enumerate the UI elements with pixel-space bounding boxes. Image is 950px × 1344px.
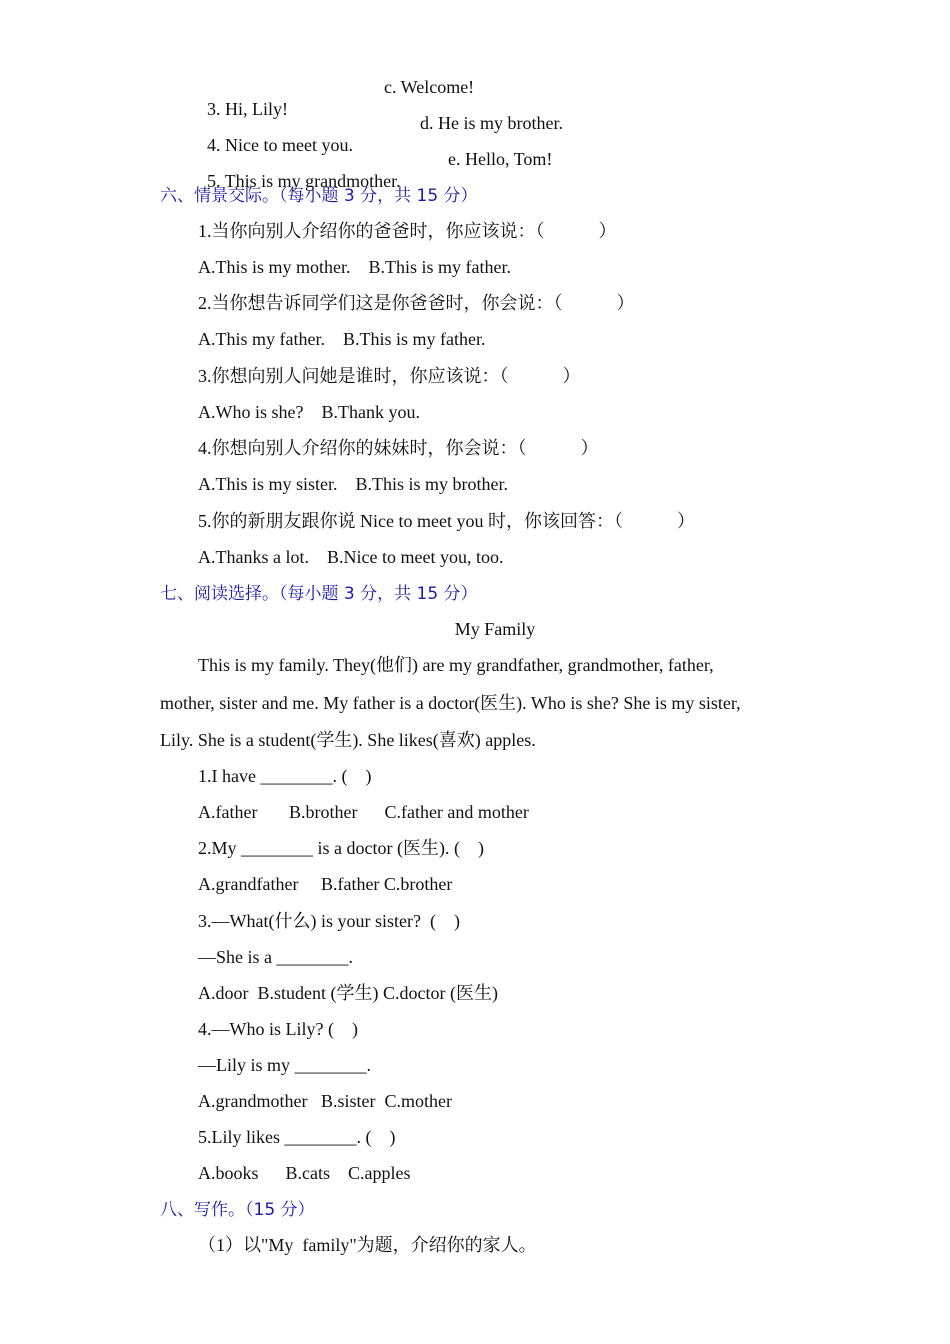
match-right-4: d. He is my brother. [420, 113, 563, 133]
s7-question-3: 3.—What(什么) is your sister? ( ) [198, 911, 460, 931]
s6-question-1: 1.当你向别人介绍你的爸爸时，你应该说：（ ） [198, 221, 617, 241]
section-7-title: 七、阅读选择。（每小题 3 分，共 15 分） [160, 584, 478, 604]
s6-question-2: 2.当你想告诉同学们这是你爸爸时，你会说：（ ） [198, 293, 635, 313]
s7-options-1: A.father B.brother C.father and mother [198, 802, 529, 822]
passage-line-2: mother, sister and me. My father is a doctor(医生). Who is she? She is my sister, [160, 693, 741, 713]
s6-options-1: A.This is my mother. B.This is my father. [198, 257, 511, 277]
s7-question-3-answer-line: —She is a ________. [198, 947, 353, 967]
match-right-5: e. Hello, Tom! [448, 149, 553, 169]
s6-options-5: A.Thanks a lot. B.Nice to meet you, too. [198, 547, 504, 567]
match-right-3: c. Welcome! [384, 77, 475, 97]
s6-options-3: A.Who is she? B.Thank you. [198, 402, 420, 422]
match-left-4: 4. Nice to meet you. [207, 135, 353, 155]
s7-question-2: 2.My ________ is a doctor (医生). ( ) [198, 838, 484, 858]
section-8-title: 八、写作。（15 分） [160, 1200, 315, 1220]
s7-question-4-answer-line: —Lily is my ________. [198, 1055, 372, 1075]
s6-options-4: A.This is my sister. B.This is my brother. [198, 474, 509, 494]
s8-prompt-1: （1）以"My family"为题，介绍你的家人。 [198, 1235, 537, 1255]
s7-options-3: A.door B.student (学生) C.doctor (医生) [198, 983, 498, 1003]
passage-title: My Family [454, 619, 536, 639]
s6-question-3: 3.你想向别人问她是谁时，你应该说：（ ） [198, 366, 581, 386]
passage-line-3: Lily. She is a student(学生). She likes(喜欢) apples. [160, 730, 536, 750]
s7-options-2: A.grandfather B.father C.brother [198, 874, 453, 894]
match-left-5: 5. This is my grandmother. [207, 171, 401, 191]
s7-options-5: A.books B.cats C.apples [198, 1163, 411, 1183]
s7-question-5: 5.Lily likes ________. ( ) [198, 1127, 396, 1147]
s7-question-1: 1.I have ________. ( ) [198, 766, 372, 786]
passage-line-1: This is my family. They(他们) are my grandfather, grandmother, father, [198, 655, 714, 675]
s6-options-2: A.This my father. B.This is my father. [198, 329, 486, 349]
s6-question-4: 4.你想向别人介绍你的妹妹时，你会说：（ ） [198, 438, 599, 458]
s7-options-4: A.grandmother B.sister C.mother [198, 1091, 452, 1111]
match-left-3: 3. Hi, Lily! [207, 99, 288, 119]
s6-question-5: 5.你的新朋友跟你说 Nice to meet you 时，你该回答：（ ） [198, 511, 695, 531]
section-6-title: 六、情景交际。（每小题 3 分，共 15 分） [160, 186, 478, 206]
s7-question-4: 4.—Who is Lily? ( ) [198, 1019, 358, 1039]
